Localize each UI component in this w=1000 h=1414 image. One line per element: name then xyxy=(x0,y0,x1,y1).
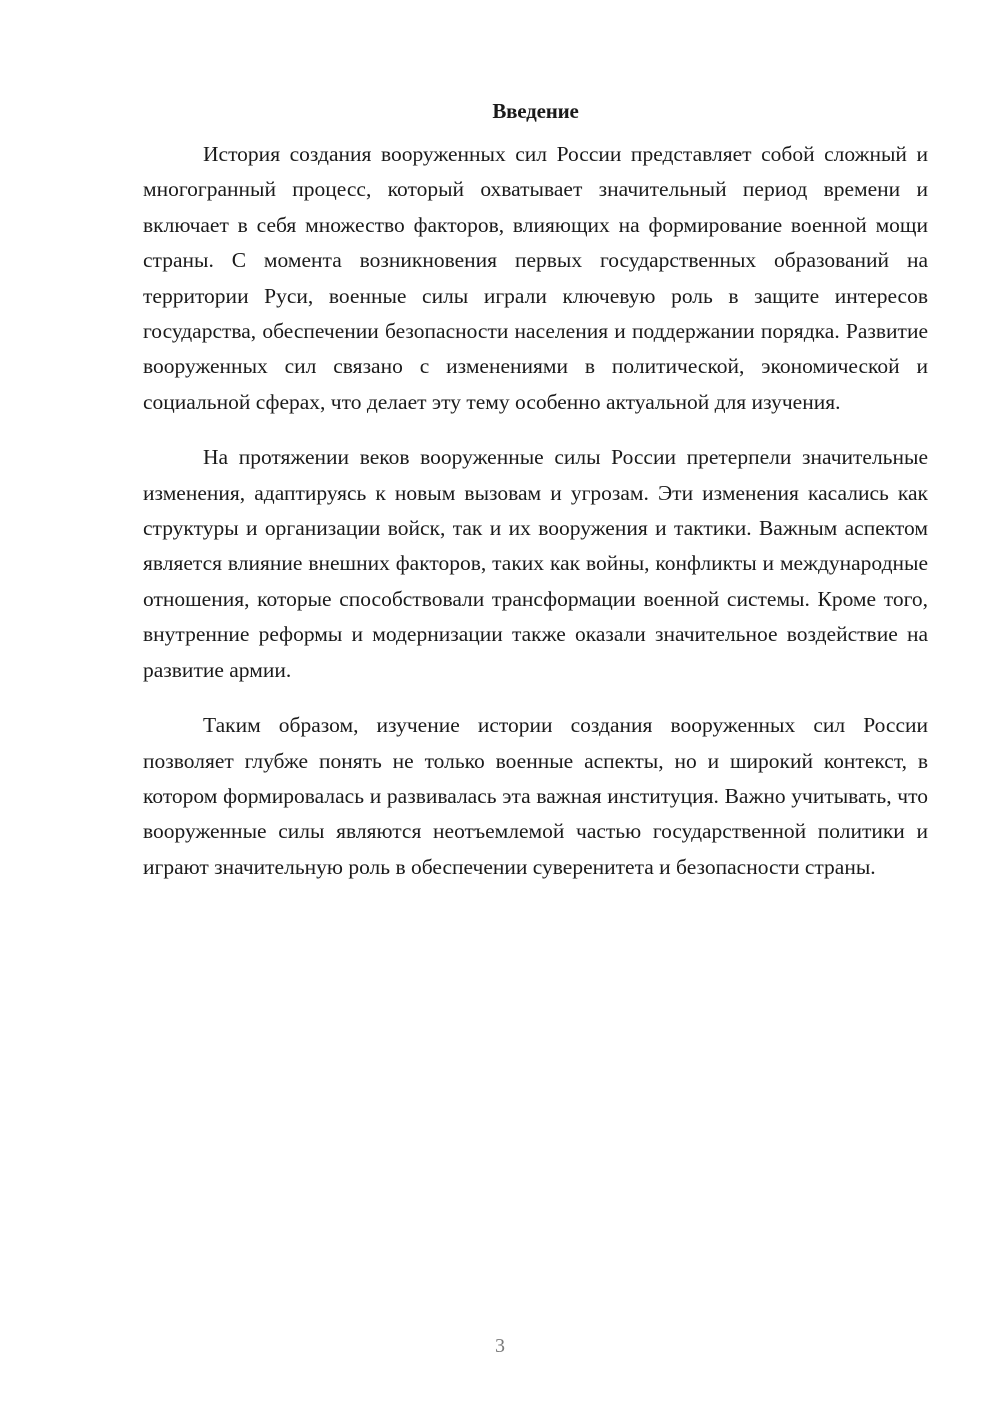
page-content xyxy=(143,96,928,905)
section-heading: Введение xyxy=(492,99,579,123)
page-number: 3 xyxy=(495,1335,505,1357)
paragraph-1: История создания вооруженных сил России представляет собой сложный и многогранный процесс, который охватывает значительный период времени и включает в себя множество факторов, влияющих на формирование военной мощи страны. С момента возникновения первых государственных образований на территории Руси, военные силы играли ключевую роль в защите интересов государства, обеспечении безопасности населения и поддержании порядка. Развитие вооруженных сил связано с изменениями в политической, экономической и социальной сферах, что делает эту тему особенно актуальной для изучения. xyxy=(143,142,928,414)
paragraph-3: Таким образом, изучение истории создания вооруженных сил России позволяет глубже понять не только военные аспекты, но и широкий контекст, в котором формировалась и развивалась эта важная институция. Важно учитывать, что вооруженные силы являются неотъемлемой частью государственной политики и играют значительную роль в обеспечении суверенитета и безопасности страны. xyxy=(143,713,928,879)
paragraph-2: На протяжении веков вооруженные силы России претерпели значительные изменения, адаптируясь к новым вызовам и угрозам. Эти изменения касались как структуры и организации войск, так и их вооружения и тактики. Важным аспектом является влияние внешних факторов, таких как войны, конфликты и международные отношения, которые способствовали трансформации военной системы. Кроме того, внутренние реформы и модернизации также оказали значительное воздействие на развитие армии. xyxy=(143,445,928,682)
